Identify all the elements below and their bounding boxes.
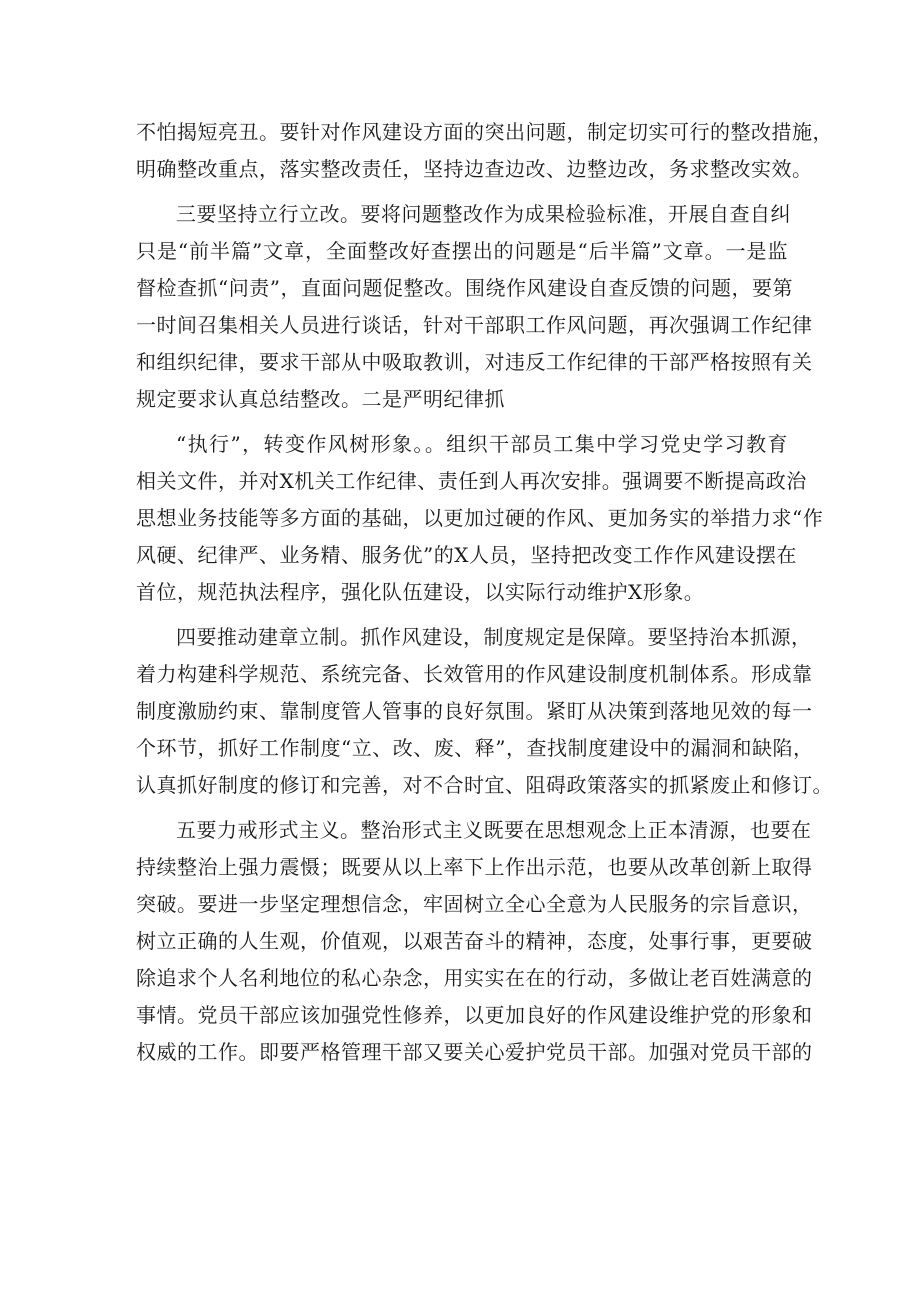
text-line: “执行”，转变作风树形象。。组织干部员工集中学习党史学习教育 bbox=[176, 432, 788, 456]
text-line: 持续整治上强力震慑；既要从以上率下上作出示范，也要从改革创新上取得 bbox=[136, 855, 813, 879]
text-line: 树立正确的人生观，价值观，以艰苦奋斗的精神，态度，处事行事，更要破 bbox=[136, 929, 813, 953]
text-line: 三要坚持立行立改。要将问题整改作为成果检验标准，开展自查自纠 bbox=[176, 202, 791, 226]
text-line: 首位，规范执法程序，强化队伍建设，以实际行动维护X形象。 bbox=[136, 580, 705, 604]
text-line: 五要力戒形式主义。整治形式主义既要在思想观念上正本清源，也要在 bbox=[176, 818, 812, 842]
text-line: 只是“前半篇”文章，全面整改好查摆出的问题是“后半篇”文章。一是监 bbox=[136, 239, 788, 263]
text-line: 除追求个人名利地位的私心杂念，用实实在在的行动，多做让老百姓满意的 bbox=[136, 966, 813, 990]
text-line: 着力构建科学规范、系统完备、长效管用的作风建设制度机制体系。形成靠 bbox=[136, 662, 813, 686]
text-line: 不怕揭短亮丑。要针对作风建设方面的突出问题，制定切实可行的整改措施， bbox=[136, 120, 833, 144]
text-line: 事情。党员干部应该加强党性修养，以更加良好的作风建设维护党的形象和 bbox=[136, 1003, 813, 1027]
text-line: 思想业务技能等多方面的基础，以更加过硬的作风、更加务实的举措力求“作 bbox=[136, 506, 824, 530]
text-line: 相关文件，并对X机关工作纪律、责任到人再次安排。强调要不断提高政治 bbox=[136, 469, 807, 493]
text-line: 风硬、纪律严、业务精、服务优”的X人员，坚持把改变工作作风建设摆在 bbox=[136, 543, 797, 567]
text-line: 四要推动建章立制。抓作风建设，制度规定是保障。要坚持治本抓源， bbox=[176, 625, 812, 649]
text-line: 和组织纪律，要求干部从中吸取教训，对违反工作纪律的干部严格按照有关 bbox=[136, 350, 813, 374]
text-line: 制度激励约束、靠制度管人管事的良好氛围。紧盯从决策到落地见效的每一 bbox=[136, 699, 813, 723]
text-line: 规定要求认真总结整改。二是严明纪律抓 bbox=[136, 387, 505, 411]
text-line: 一时间召集相关人员进行谈话，针对干部职工作风问题，再次强调工作纪律 bbox=[136, 313, 813, 337]
text-line: 突破。要进一步坚定理想信念，牢固树立全心全意为人民服务的宗旨意识， bbox=[136, 892, 813, 916]
text-line: 权威的工作。即要严格管理干部又要关心爱护党员干部。加强对党员干部的 bbox=[136, 1040, 813, 1064]
text-line: 个环节，抓好工作制度“立、改、废、释”，查找制度建设中的漏洞和缺陷， bbox=[136, 736, 814, 760]
text-line: 明确整改重点，落实整改责任，坚持边查边改、边整边改，务求整改实效。 bbox=[136, 157, 813, 181]
body-text bbox=[136, 114, 833, 1071]
text-line: 认真抓好制度的修订和完善，对不合时宜、阻碍政策落实的抓紧废止和修订。 bbox=[136, 773, 833, 797]
text-line: 督检查抓“问责”，直面问题促整改。围绕作风建设自查反馈的问题，要第 bbox=[136, 276, 793, 300]
